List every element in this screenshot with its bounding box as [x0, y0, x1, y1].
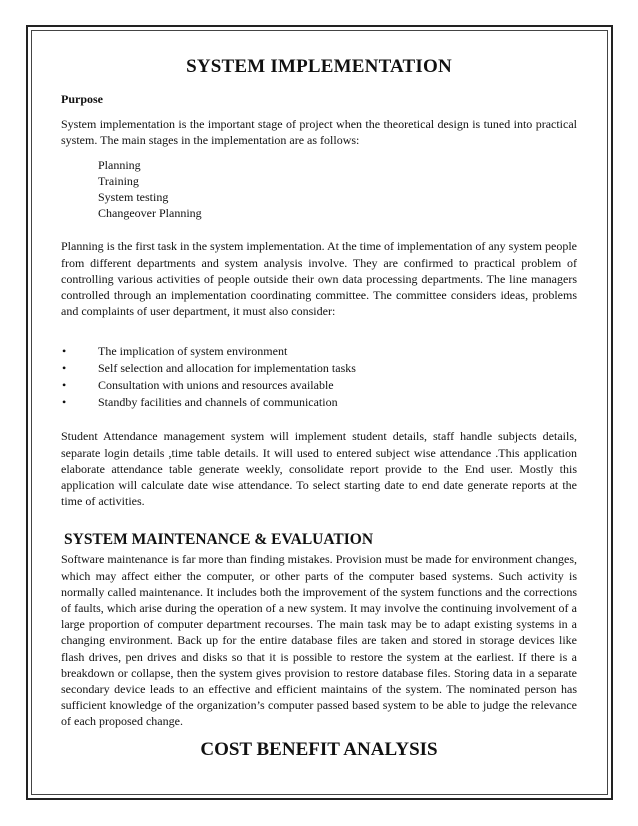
purpose-heading: Purpose [61, 92, 103, 106]
page-title: SYSTEM IMPLEMENTATION [186, 56, 452, 77]
consideration-text: Self selection and allocation for implementation tasks [98, 361, 356, 376]
bullet-icon: • [62, 378, 67, 393]
stages-list [98, 157, 577, 221]
bullet-icon: • [62, 344, 67, 359]
consideration-text: Standby facilities and channels of communication [98, 395, 338, 410]
considerations-list [61, 343, 577, 411]
stage-item: System testing [98, 190, 169, 205]
stage-item: Changeover Planning [98, 206, 202, 221]
stage-item: Planning [98, 158, 141, 173]
page-content [61, 56, 577, 761]
bullet-icon: • [62, 395, 67, 410]
cost-benefit-heading: COST BENEFIT ANALYSIS [200, 738, 438, 760]
maintenance-paragraph: Software maintenance is far more than finding mistakes. Provision must be made for environment changes, which may affect either the computer, or other parts of the computer based systems. Such activity is normally called maintenance. It includes both the improvement of the system functions and the corrections of faults, which arise during the operation of a new system. It may involve the continuing involvement of a large proportion of computer department recourses. The main task may be to adapt existing systems in a changing environment. Back up for the entire database files are taken and stored in storage devices like flash drives, pen drives and disks so that it is possible to restore the system at the earliest. If there is a breakdown or collapse, then the system gives provision to restore database files. Storing data in a separate secondary device leads to an effective and efficient maintains of the system. The nominated person has sufficient knowledge of the organization’s computer passed based system to be able to judge the relevance of each proposed change. [61, 552, 577, 729]
bullet-icon: • [62, 361, 67, 376]
planning-paragraph: Planning is the first task in the system implementation. At the time of implementation of any system people from different departments and system analysis involve. They are confirmed to practical problem of controlling various activities of people outside their own data processing departments. The line managers controlled through an implementation coordinating committee. The committee considers ideas, problems and complaints of user department, it must also consider: [61, 239, 577, 319]
attendance-paragraph: Student Attendance management system will implement student details, staff handle subjects details, separate login details ,time table details. It will used to entered subject wise attendance .This application elaborate attendance table generate weekly, consolidate report provide to the End user. Mostly this application will calculate date wise attendance. To select starting date to end date generate reports at the time of activities. [61, 429, 577, 509]
stage-item: Training [98, 174, 139, 189]
consideration-item [61, 394, 577, 411]
consideration-item [61, 377, 577, 394]
maintenance-heading: SYSTEM MAINTENANCE & EVALUATION [64, 531, 374, 549]
consideration-item [61, 360, 577, 377]
consideration-text: The implication of system environment [98, 344, 288, 359]
consideration-item [61, 343, 577, 360]
consideration-text: Consultation with unions and resources available [98, 378, 334, 393]
intro-paragraph: System implementation is the important stage of project when the theoretical design is tuned into practical system. The main stages in the implementation are as follows: [61, 117, 577, 148]
